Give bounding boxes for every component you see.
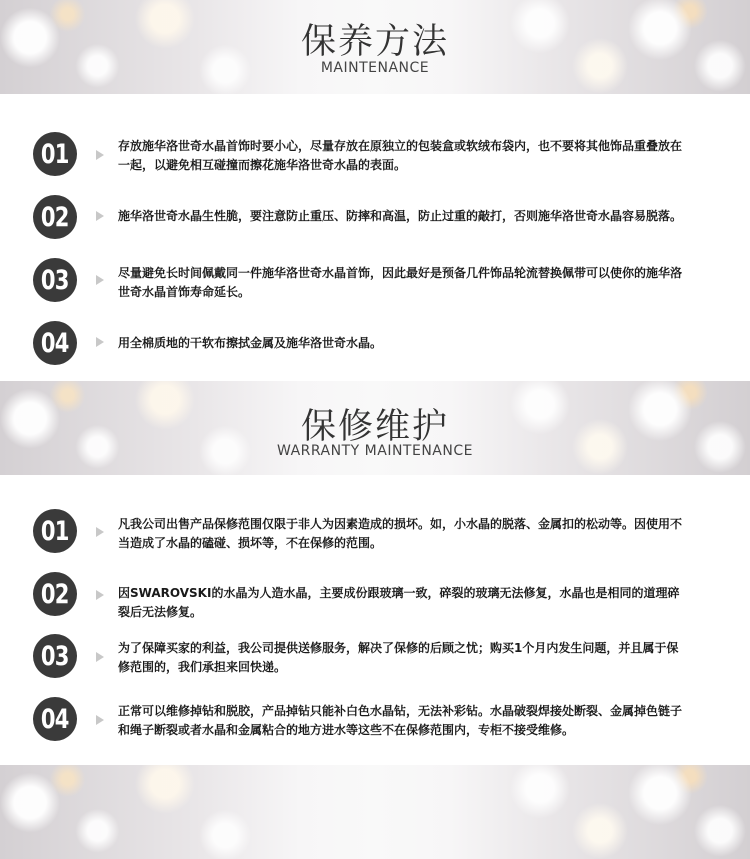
arrow-icon: [96, 715, 104, 725]
warranty-title: 保修维护: [300, 407, 449, 447]
number-badge: 03: [33, 258, 77, 302]
number-badge: 04: [33, 321, 77, 365]
number-badge: 02: [33, 195, 77, 239]
item-text: 用全棉质地的干软布擦拭金属及施华洛世奇水晶。: [118, 336, 383, 350]
number-badge: 01: [33, 509, 77, 553]
footer-banner: [0, 765, 750, 859]
warranty-subtitle: WARRANTY MAINTENANCE: [277, 443, 473, 459]
number-badge: 04: [33, 697, 77, 741]
arrow-icon: [96, 337, 104, 347]
arrow-icon: [96, 590, 104, 600]
maintenance-title: 保养方法: [300, 22, 449, 62]
item-text: 尽量避免长时间佩戴同一件施华洛世奇水晶首饰，因此最好是预备几件饰品轮流替换佩带可以使你的施华洛世奇水晶首饰寿命延长。: [118, 266, 683, 299]
item-text: 存放施华洛世奇水晶首饰时要小心，尽量存放在原独立的包装盒或软绒布袋内，也不要将其他饰品重叠放在一起，以避免相互碰撞而擦花施华洛世奇水晶的表面。: [118, 139, 683, 172]
number-badge: 03: [33, 634, 77, 678]
item-text: 凡我公司出售产品保修范围仅限于非人为因素造成的损坏。如，小水晶的脱落、金属扣的松动等。因使用不当造成了水晶的磕碰、损坏等，不在保修的范围。: [118, 517, 683, 550]
item-text: 为了保障买家的利益，我公司提供送修服务，解决了保修的后顾之忧；购买1个月内发生问题，并且属于保修范围的，我们承担来回快递。: [118, 641, 679, 674]
item-text: 因SWAROVSKI的水晶为人造水晶，主要成份跟玻璃一致，碎裂的玻璃无法修复，水晶也是相同的道理碎裂后无法修复。: [118, 586, 680, 619]
arrow-icon: [96, 527, 104, 537]
number-badge: 02: [33, 572, 77, 616]
arrow-icon: [96, 150, 104, 160]
item-text: 正常可以维修掉钻和脱胶，产品掉钻只能补白色水晶钻，无法补彩钻。水晶破裂焊接处断裂、金属掉色链子和绳子断裂或者水晶和金属粘合的地方进水等这些不在保修范围内，专柜不接受维修。: [118, 704, 683, 737]
arrow-icon: [96, 652, 104, 662]
arrow-icon: [96, 211, 104, 221]
maintenance-banner: [0, 0, 750, 94]
warranty-banner: [0, 381, 750, 475]
maintenance-subtitle: MAINTENANCE: [320, 60, 430, 76]
item-text: 施华洛世奇水晶生性脆，要注意防止重压、防摔和高温，防止过重的敲打，否则施华洛世奇水晶容易脱落。: [118, 209, 683, 223]
arrow-icon: [96, 275, 104, 285]
number-badge: 01: [33, 132, 77, 176]
